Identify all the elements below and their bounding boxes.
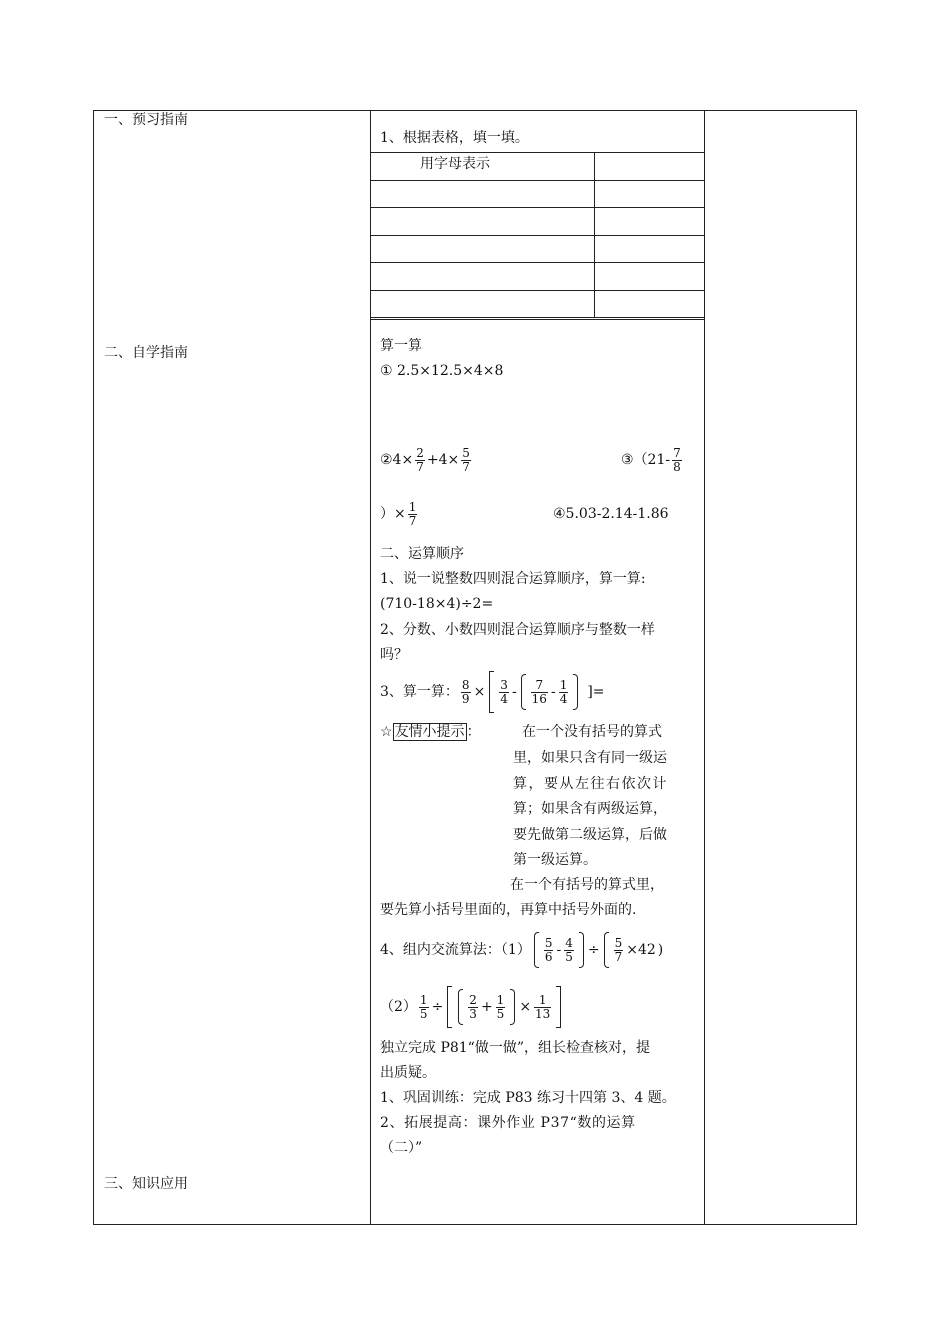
calc-heading: 算一算: [380, 338, 422, 354]
section-label-selfstudy: 二、自学指南: [104, 345, 188, 361]
order-item-3-equals: ]=: [587, 684, 605, 700]
inner-table-header: 用字母表示: [420, 156, 490, 172]
calc-problem-3-end: [380, 494, 419, 534]
calc-problem-1: ① 2.5×12.5×4×8: [380, 363, 504, 379]
inner-table-line: [370, 180, 704, 181]
preview-intro: 1、根据表格，填一填。: [380, 130, 529, 146]
plus-sign: +: [480, 999, 493, 1015]
times-sign: ×: [473, 684, 486, 700]
order-item-1b: (710-18×4)÷2=: [380, 596, 494, 612]
tip-colon: ：: [466, 724, 481, 740]
order-item-2b: 吗？: [380, 647, 408, 663]
left-square-bracket: [447, 986, 452, 1028]
inner-table-line: [370, 290, 704, 291]
outer-table-left-border: [93, 110, 94, 1225]
inner-table-line: [370, 319, 704, 320]
tip-label: 友情小提示: [394, 724, 465, 740]
inner-table-line: [370, 207, 704, 208]
fraction-five-sixths: $\frac{5}{6}$: [544, 935, 553, 964]
calc-problem-2-prefix: ②4×: [380, 452, 414, 468]
order-item-1a: 1、说一说整数四则混合运算顺序，算一算:: [380, 571, 646, 587]
outer-table-col-divider-1: [370, 110, 371, 1225]
calc-problem-4: ④5.03-2.14-1.86: [553, 506, 669, 522]
fraction-four-fifths: $\frac{4}{5}$: [565, 935, 573, 964]
minus-sign: -: [550, 684, 556, 700]
divide-sign: ÷: [431, 999, 444, 1015]
tip-line-1: 在一个没有括号的算式: [522, 724, 662, 740]
practice-line-3b: （二）”: [380, 1140, 423, 1156]
fraction-two-sevenths: $\frac{2}{7}$: [416, 445, 424, 474]
right-paren: [579, 932, 584, 968]
fraction-five-sevenths: $\frac{5}{7}$: [462, 445, 470, 474]
outer-table-right-border: [856, 110, 857, 1225]
outer-table-col-divider-2: [704, 110, 705, 1225]
right-paren: [510, 989, 515, 1025]
tip-header: [380, 722, 481, 742]
order-item-3: [380, 670, 605, 714]
tip-line-3: 算，要从左往右依次计: [513, 776, 668, 792]
closing-paren: ): [657, 942, 664, 958]
minus-sign: -: [556, 942, 562, 958]
inner-table-divider: [594, 152, 595, 318]
tip-line-6: 第一级运算。: [513, 852, 597, 868]
fraction-one-seventh: $\frac{1}{7}$: [408, 499, 417, 528]
calc-problem-3-start: [621, 440, 684, 480]
fraction-one-thirteenth: $\frac{1}{13}$: [535, 992, 551, 1021]
divide-sign: ÷: [587, 942, 600, 958]
inner-table-line: [370, 262, 704, 263]
practice-line-1b: 出质疑。: [380, 1065, 436, 1081]
calc-problem-2: [380, 440, 473, 480]
left-paren: [458, 989, 463, 1025]
practice-line-2: 1、巩固训练：完成 P83 练习十四第 3、4 题。: [380, 1090, 676, 1106]
order-item-2a: 2、分数、小数四则混合运算顺序与整数一样: [380, 622, 655, 638]
fraction-one-fifth: $\frac{1}{5}$: [496, 992, 505, 1021]
inner-table-line: [370, 152, 704, 153]
minus-sign: -: [511, 684, 517, 700]
calc-problem-2-mid: +4×: [426, 452, 460, 468]
practice-line-1a: 独立完成 P81“做一做”，组长检查核对，提: [380, 1040, 650, 1056]
exchange-item-4b-prefix: （2）: [380, 999, 417, 1015]
fraction-two-thirds: $\frac{2}{3}$: [469, 992, 477, 1021]
fraction-seven-sixteenths: $\frac{7}{16}$: [531, 677, 547, 706]
calc-problem-3-suffix: ）×: [380, 506, 406, 522]
exchange-item-4: [380, 928, 664, 972]
outer-table-bottom-border: [93, 1224, 857, 1225]
fraction-one-fifth: $\frac{1}{5}$: [419, 992, 428, 1021]
practice-line-3a: 2、拓展提高：课外作业 P37“数的运算: [380, 1115, 636, 1131]
calc-problem-3-prefix: ③（21-: [621, 452, 671, 468]
outer-table-top-border: [93, 110, 857, 111]
right-square-bracket: [556, 986, 561, 1028]
inner-table-line: [370, 317, 704, 318]
exchange-item-4b: [380, 984, 564, 1030]
left-square-bracket: [489, 671, 494, 713]
order-item-3-prefix: 3、算一算：: [380, 684, 459, 700]
order-heading: 二、运算顺序: [380, 546, 464, 562]
exchange-item-4-prefix: 4、组内交流算法：（1）: [380, 942, 531, 958]
tip-line-8: 要先算小括号里面的，再算中括号外面的.: [380, 902, 637, 918]
fraction-seven-eighths: $\frac{7}{8}$: [673, 445, 681, 474]
fraction-one-quarter: $\frac{1}{4}$: [559, 677, 568, 706]
inner-table-line: [370, 235, 704, 236]
left-paren: [604, 932, 609, 968]
fraction-eight-ninths: $\frac{8}{9}$: [461, 677, 470, 706]
right-paren: [573, 674, 578, 710]
section-label-application: 三、知识应用: [104, 1176, 188, 1192]
star-icon: ☆: [380, 724, 393, 740]
section-label-preview: 一、预习指南: [104, 112, 188, 128]
tip-line-7: 在一个有括号的算式里，: [510, 877, 664, 893]
left-paren: [534, 932, 539, 968]
fraction-three-quarters: $\frac{3}{4}$: [500, 677, 508, 706]
tip-line-5: 要先做第二级运算，后做: [513, 827, 667, 843]
times-forty-two: ×42: [626, 942, 656, 958]
times-sign: ×: [519, 999, 532, 1015]
fraction-five-sevenths: $\frac{5}{7}$: [614, 935, 623, 964]
tip-line-4: 算；如果含有两级运算，: [513, 801, 667, 817]
tip-line-2: 里，如果只含有同一级运: [513, 750, 667, 766]
left-paren: [521, 674, 526, 710]
